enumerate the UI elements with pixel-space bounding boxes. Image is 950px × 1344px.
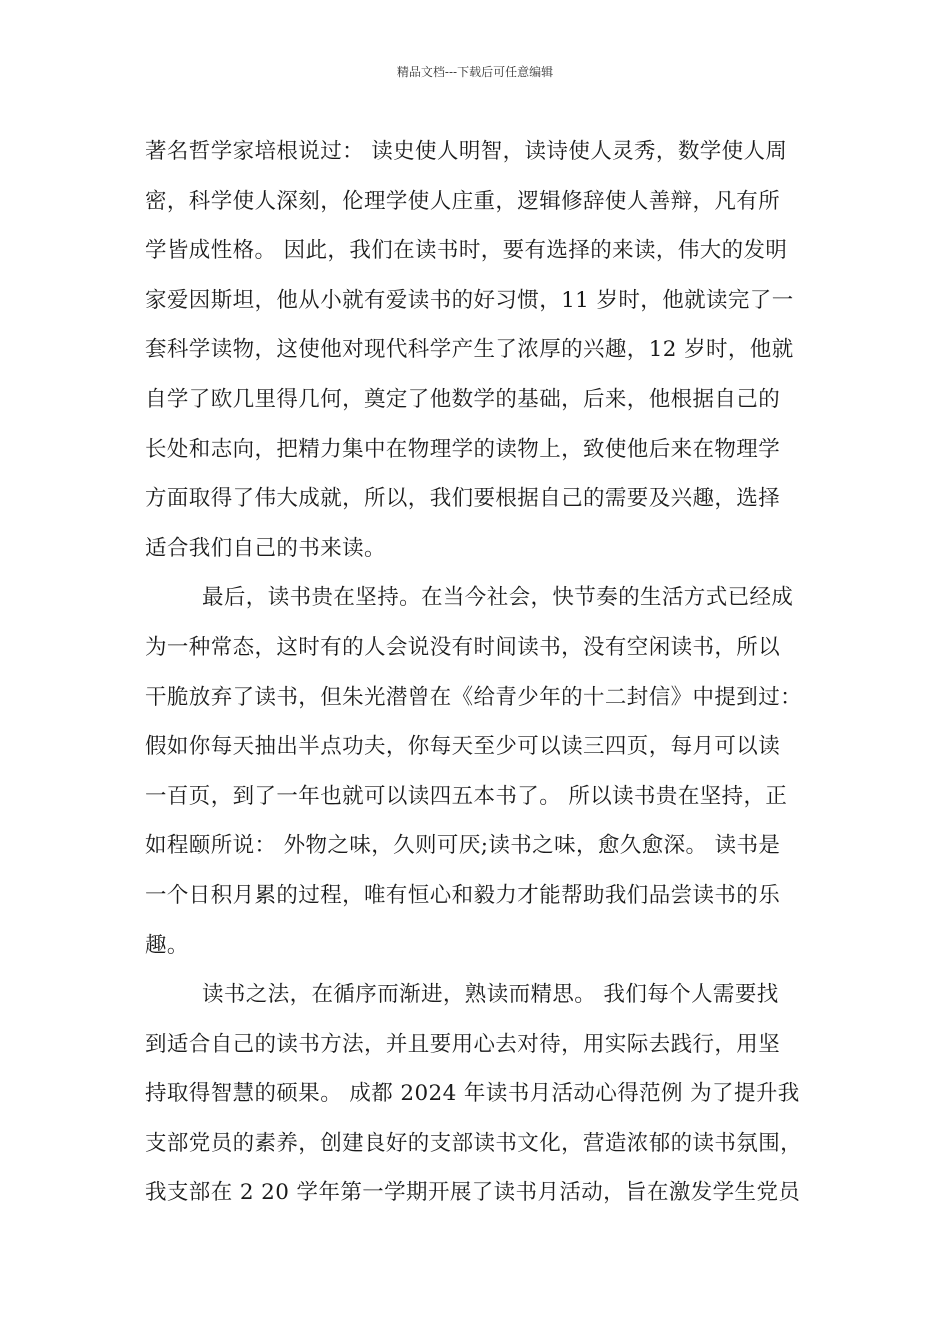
text-line: 我支部在 2 20 学年第一学期开展了读书月活动，旨在激发学生党员 xyxy=(145,1180,801,1206)
text-line: 为一种常态，这时有的人会说没有时间读书，没有空闲读书，所以 xyxy=(145,634,781,660)
paragraph-2 xyxy=(145,578,835,975)
text-line: 支部党员的素养，创建良好的支部读书文化，营造浓郁的读书氛围， xyxy=(145,1130,803,1156)
text-line: 密，科学使人深刻，伦理学使人庄重，逻辑修辞使人善辩，凡有所 xyxy=(145,188,781,214)
text-line: 最后，读书贵在坚持。在当今社会，快节奏的生活方式已经成 xyxy=(202,585,794,611)
text-line: 读书之法，在循序而渐进，熟读而精思。 我们每个人需要找 xyxy=(202,982,779,1008)
text-line: 方面取得了伟大成就，所以，我们要根据自己的需要及兴趣，选择 xyxy=(145,486,781,512)
text-line: 适合我们自己的书来读。 xyxy=(145,535,386,561)
page-header: 精品文档---下载后可任意编辑 xyxy=(396,65,554,79)
text-line: 如程颐所说： 外物之味，久则可厌;读书之味，愈久愈深。 读书是 xyxy=(145,833,781,859)
text-line: 套科学读物，这使他对现代科学产生了浓厚的兴趣，12 岁时，他就 xyxy=(145,337,794,363)
document-body xyxy=(145,132,835,1223)
text-line: 一百页，到了一年也就可以读四五本书了。 所以读书贵在坚持，正 xyxy=(145,783,788,809)
text-line: 趣。 xyxy=(145,932,189,958)
text-line: 假如你每天抽出半点功夫，你每天至少可以读三四页，每月可以读 xyxy=(145,734,781,760)
paragraph-3 xyxy=(145,975,835,1223)
text-line: 学皆成性格。 因此，我们在读书时，要有选择的来读，伟大的发明 xyxy=(145,238,788,264)
text-line: 著名哲学家培根说过： 读史使人明智，读诗使人灵秀，数学使人周 xyxy=(145,139,788,164)
paragraph-1 xyxy=(145,132,835,578)
text-line: 干脆放弃了读书，但朱光潜曾在《给青少年的十二封信》中提到过： xyxy=(145,684,803,710)
text-line: 一个日积月累的过程，唯有恒心和毅力才能帮助我们品尝读书的乐 xyxy=(145,882,781,908)
text-line: 到适合自己的读书方法，并且要用心去对待，用实际去践行，用坚 xyxy=(145,1031,781,1057)
text-line: 自学了欧几里得几何，奠定了他数学的基础，后来，他根据自己的 xyxy=(145,386,781,412)
text-line: 持取得智慧的硕果。 成都 2024 年读书月活动心得范例 为了提升我 xyxy=(145,1081,800,1107)
text-line: 长处和志向，把精力集中在物理学的读物上，致使他后来在物理学 xyxy=(145,436,781,462)
text-line: 家爱因斯坦，他从小就有爱读书的好习惯，11 岁时，他就读完了一 xyxy=(145,287,794,313)
